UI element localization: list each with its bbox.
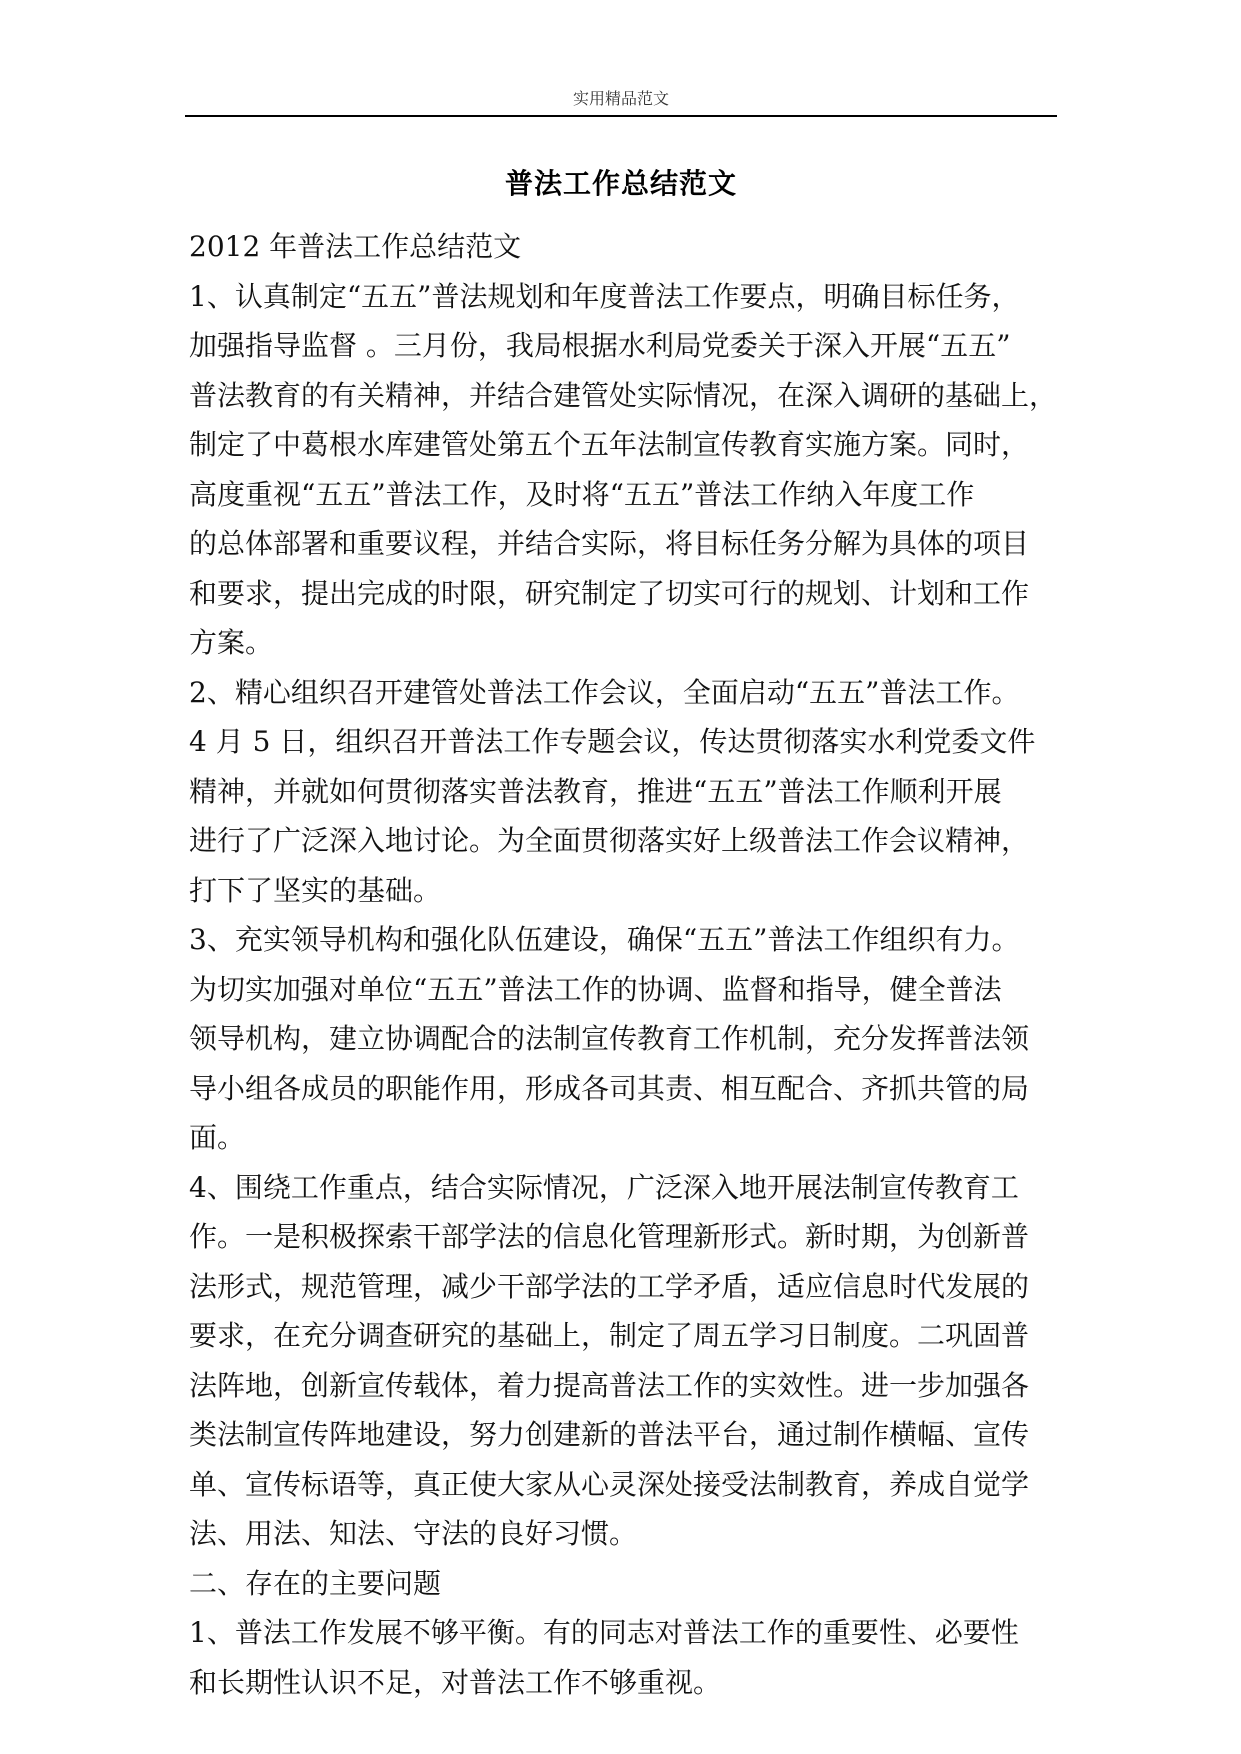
body-line: 1、普法工作发展不够平衡。有的同志对普法工作的重要性、必要性 <box>189 1616 1019 1649</box>
body-line: 4、围绕工作重点，结合实际情况，广泛深入地开展法制宣传教育工 <box>189 1170 1019 1204</box>
body-line: 4 月 5 日，组织召开普法工作专题会议，传达贯彻落实水利党委文件 <box>189 725 1036 758</box>
body-line: 为切实加强对单位“五五”普法工作的协调、监督和指导，健全普法 <box>189 972 1002 1006</box>
body-line: 面。 <box>189 1121 246 1154</box>
body-line: 法阵地，创新宣传载体，着力提高普法工作的实效性。进一步加强各 <box>189 1368 1030 1402</box>
body-line: 作。一是积极探索干部学法的信息化管理新形式。新时期，为创新普 <box>189 1220 1030 1253</box>
body-line: 加强指导监督 。三月份，我局根据水利局党委关于深入开展“五五” <box>189 329 1011 362</box>
body-line: 单、宣传标语等，真正使大家从心灵深处接受法制教育，养成自觉学 <box>189 1467 1030 1501</box>
body-line: 精神，并就如何贯彻落实普法教育，推进“五五”普法工作顺利开展 <box>189 774 1002 808</box>
body-line: 方案。 <box>189 626 274 659</box>
body-line: 3、充实领导机构和强化队伍建设，确保“五五”普法工作组织有力。 <box>189 923 1020 956</box>
body-line: 高度重视“五五”普法工作，及时将“五五”普法工作纳入年度工作 <box>189 477 975 511</box>
body-line: 法、用法、知法、守法的良好习惯。 <box>189 1517 638 1550</box>
body-line: 的总体部署和重要议程，并结合实际，将目标任务分解为具体的项目 <box>189 527 1030 560</box>
body-line: 打下了坚实的基础。 <box>189 873 442 907</box>
body-line: 进行了广泛深入地讨论。为全面贯彻落实好上级普法工作会议精神， <box>189 824 1030 857</box>
body-line: 2、精心组织召开建管处普法工作会议，全面启动“五五”普法工作。 <box>189 675 1020 709</box>
header-divider <box>185 115 1057 117</box>
body-line: 和要求，提出完成的时限，研究制定了切实可行的规划、计划和工作 <box>189 576 1030 610</box>
body-line: 2012 年普法工作总结范文 <box>189 230 522 263</box>
body-line: 普法教育的有关精神，并结合建管处实际情况，在深入调研的基础上， <box>189 378 1058 412</box>
body-line: 法形式，规范管理，减少干部学法的工学矛盾，适应信息时代发展的 <box>189 1269 1030 1303</box>
document-body <box>189 222 1069 1707</box>
body-line: 制定了中葛根水库建管处第五个五年法制宣传教育实施方案。同时， <box>189 428 1030 461</box>
page-header: 实用精品范文 <box>572 89 669 108</box>
document-title: 普法工作总结范文 <box>504 167 737 200</box>
body-line: 1、认真制定“五五”普法规划和年度普法工作要点，明确目标任务， <box>189 279 1020 313</box>
body-line: 二、存在的主要问题 <box>189 1566 442 1600</box>
body-line: 领导机构，建立协调配合的法制宣传教育工作机制，充分发挥普法领 <box>189 1022 1030 1055</box>
body-line: 类法制宣传阵地建设，努力创建新的普法平台，通过制作横幅、宣传 <box>189 1418 1030 1451</box>
body-line: 要求，在充分调查研究的基础上，制定了周五学习日制度。二巩固普 <box>189 1319 1030 1352</box>
body-line: 和长期性认识不足，对普法工作不够重视。 <box>189 1665 722 1699</box>
body-line: 导小组各成员的职能作用，形成各司其责、相互配合、齐抓共管的局 <box>189 1071 1030 1105</box>
